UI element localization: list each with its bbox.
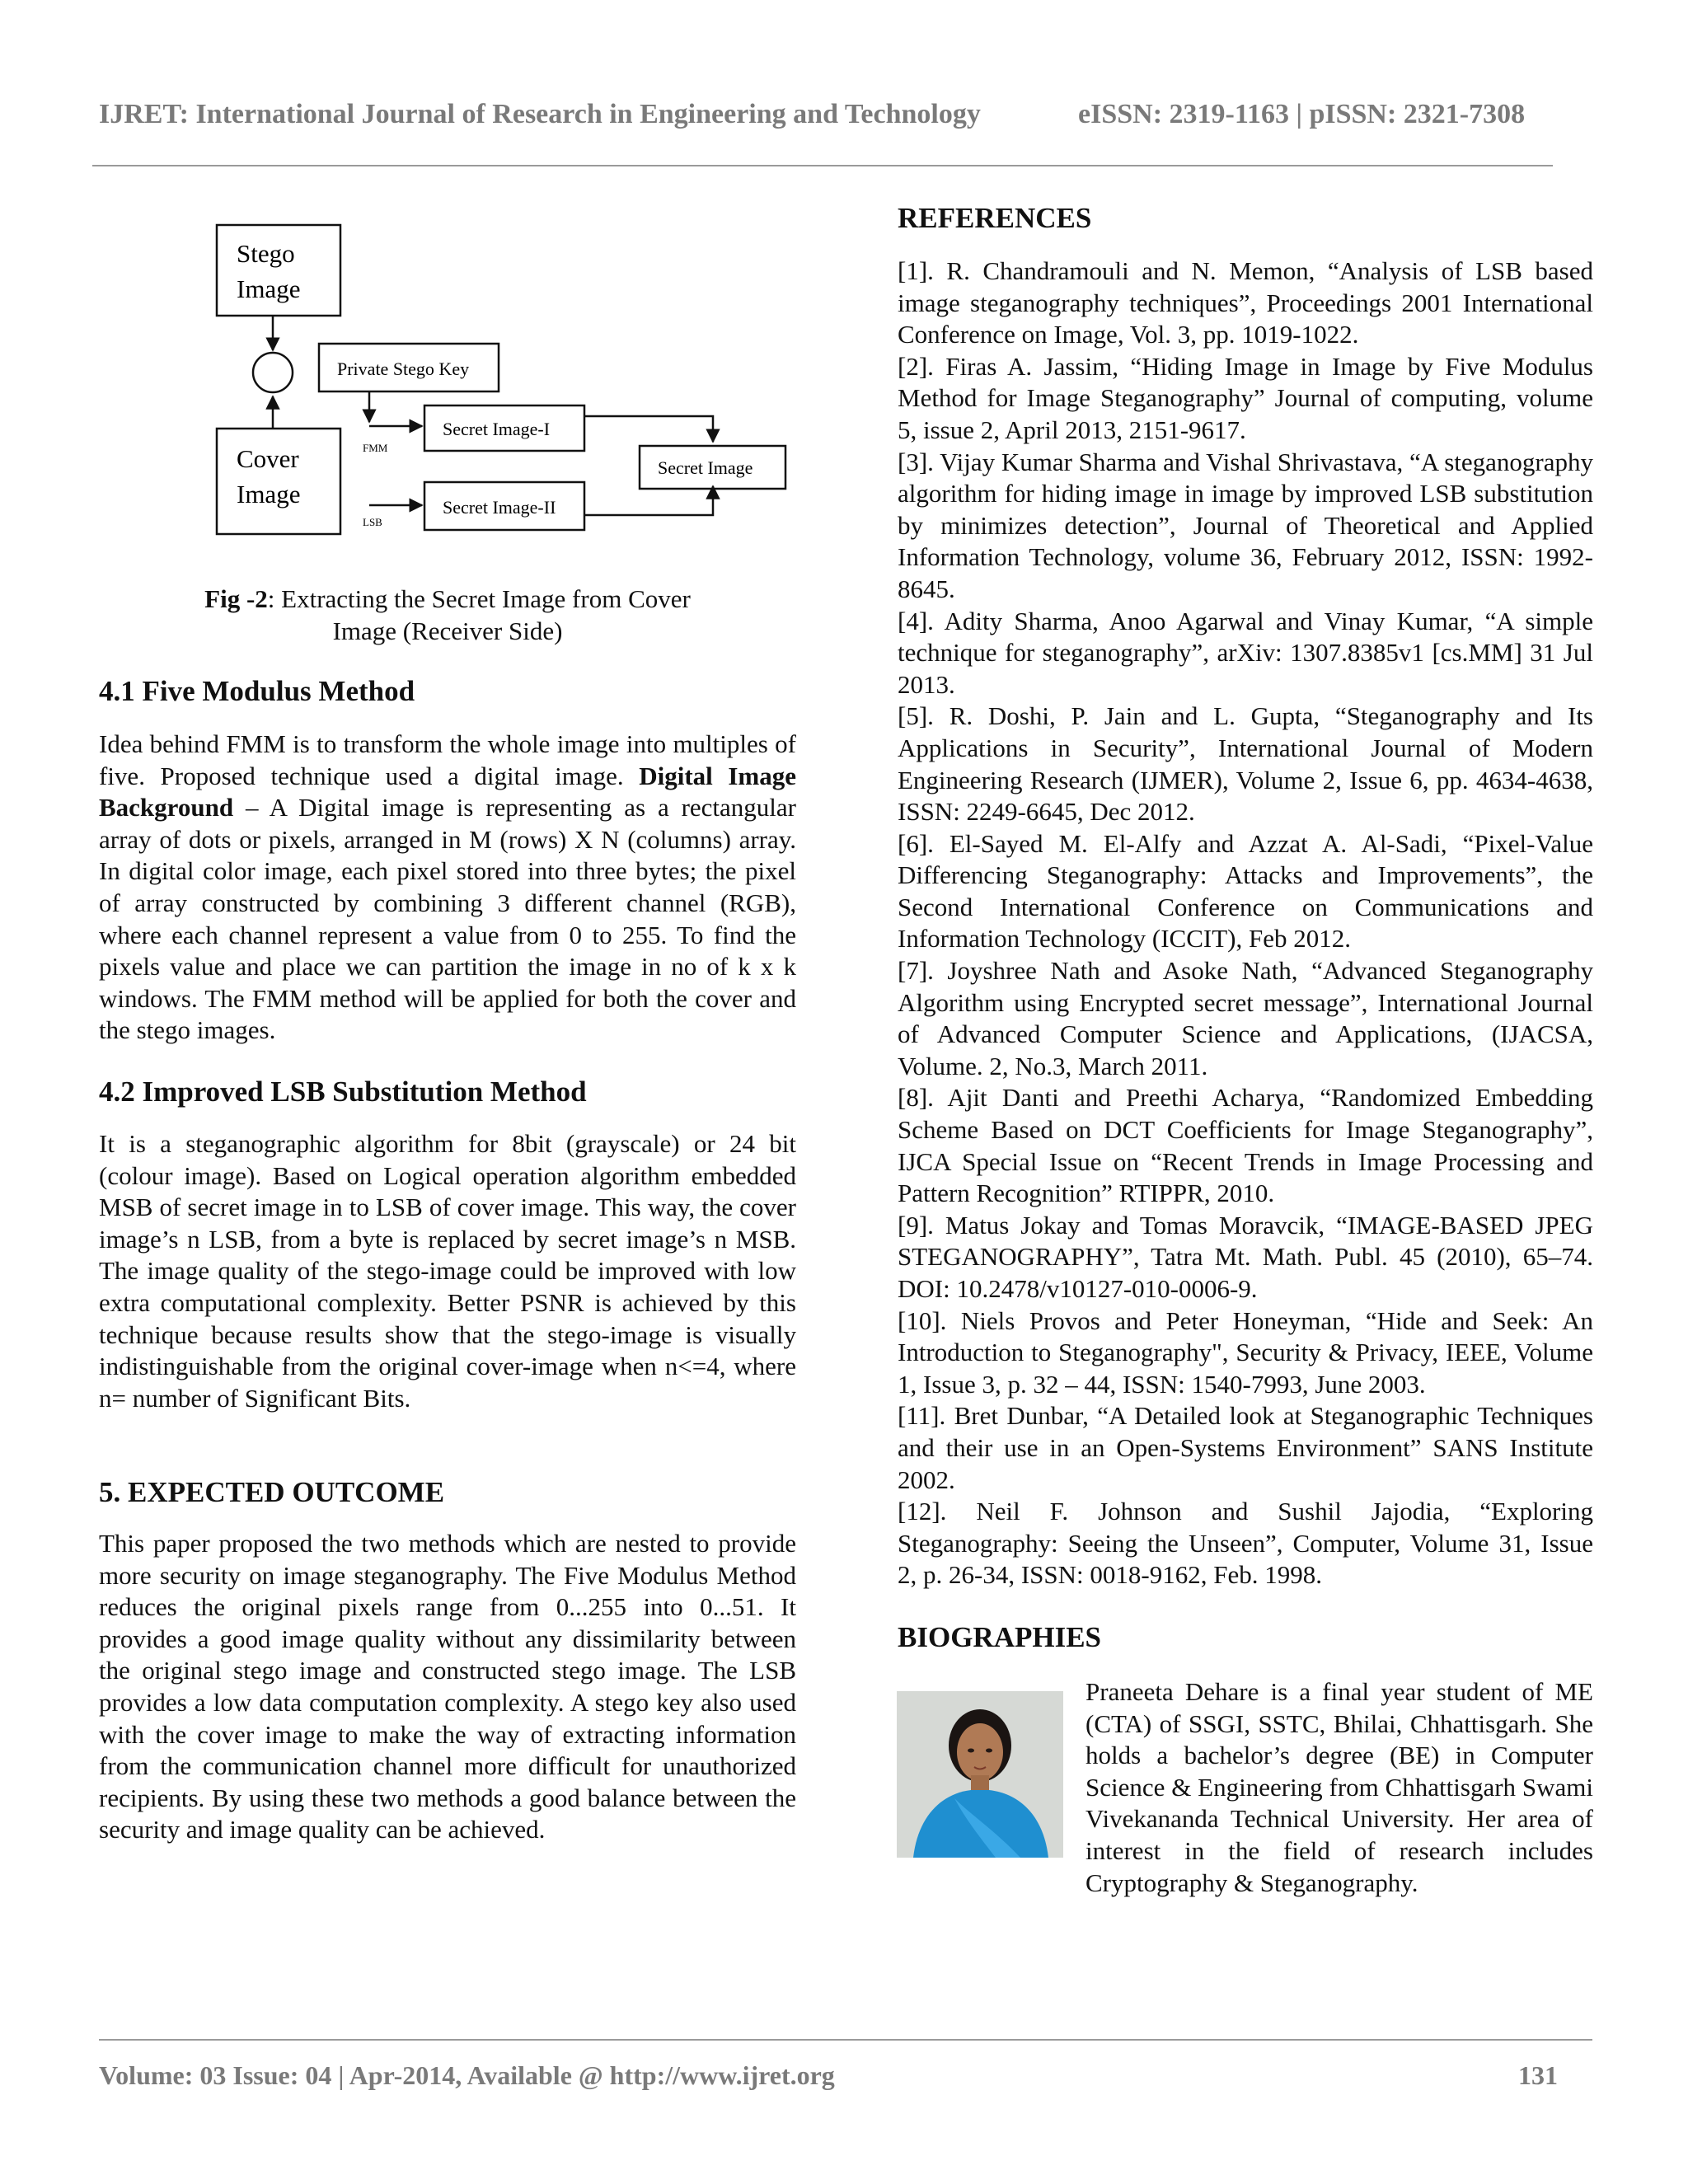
journal-issn: eISSN: 2319-1163 | pISSN: 2321-7308 — [1078, 99, 1526, 129]
caption-text-2: Image (Receiver Side) — [332, 616, 563, 645]
reference-item: [8]. Ajit Danti and Preethi Acharya, “Randomized Embedding Scheme Based on DCT Coefficients for Image Steganography”, IJCA Special Issue on “Recent Trends in Image Processing and Pattern Recognition” RTIPPR, 2010. — [898, 1083, 1593, 1208]
footer-divider — [99, 2039, 1592, 2041]
figure-caption — [99, 583, 796, 647]
reference-item: [10]. Niels Provos and Peter Honeyman, “Hide and Seek: An Introduction to Steganography", Security & Privacy, IEEE, Volume 1, Issue 3, p. 32 – 44, ISSN: 1540-7993, June 2003. — [898, 1305, 1593, 1399]
section-title-fmm: 4.1 Five Modulus Method — [99, 675, 415, 707]
reference-item: [7]. Joyshree Nath and Asoke Nath, “Advanced Steganography Algorithm using Encrypted secret message”, International Journal of Advanced Computer Science and Applications, (IJACSA, Volume. 2, No.3, March 2011. — [898, 956, 1593, 1080]
page-number: 131 — [1518, 2060, 1558, 2090]
outcome-body — [99, 1528, 796, 1846]
secret-image-2-label: Secret Image-II — [443, 497, 556, 518]
reference-item: [4]. Adity Sharma, Anoo Agarwal and Vinay Kumar, “A simple technique for steganography”, arXiv: 1307.8385v1 [cs.MM] 31 Jul 2013. — [898, 606, 1593, 699]
reference-item: [3]. Vijay Kumar Sharma and Vishal Shrivastava, “A steganography algorithm for hiding image in image by improved LSB substitution by minimizes detection”, Journal of Theoretical and Applied Information Technology, volume 36, February 2012, ISSN: 1992-8645. — [898, 447, 1593, 603]
stego-image-label-1: Stego — [237, 239, 295, 268]
biography-paragraph: Praneeta Dehare is a final year student of ME (CTA) of SSGI, SSTC, Bhilai, Chhattisgarh. She holds a bachelor’s degree (BE) in Computer Science & Engineering from Chhattisgarh Swami Vivekananda Technical University. Her area of interest in the field of research includes Cryptography & Steganography. — [1085, 1677, 1593, 1897]
reference-item: [2]. Firas A. Jassim, “Hiding Image in Image by Five Modulus Method for Image Steganography” Journal of computing, volume 5, issue 2, April 2013, 2151-9617. — [898, 351, 1593, 444]
secret-image-1-label: Secret Image-I — [443, 419, 551, 439]
reference-item: [5]. R. Doshi, P. Jain and L. Gupta, “Steganography and Its Applications in Security”, International Journal of Modern Engineering Research (IJMER), Volume 2, Issue 6, pp. 4634-4638, ISSN: 2249-6645, Dec 2012. — [898, 701, 1593, 827]
caption-label: Fig -2 — [204, 584, 268, 613]
running-footer — [99, 2060, 1558, 2091]
stego-image-label-2: Image — [237, 274, 301, 303]
private-key-label: Private Stego Key — [337, 359, 470, 379]
header-divider — [92, 165, 1553, 166]
lsb-paragraph: It is a steganographic algorithm for 8bit (grayscale) or 24 bit (colour image). Based on Logical operation algorithm embedded MSB of secret image in to LSB of cover image. This way, the cover image’s n LSB, from a byte is replaced by secret image’s n MSB. The image quality of the stego-image could be improved with low extra computational complexity. Better PSNR is achieved by this technique because results show that the stego-image is visually indistinguishable from the original cover-image when n<=4, where n= number of Significant Bits. — [99, 1129, 796, 1413]
reference-item: [12]. Neil F. Johnson and Sushil Jajodia, “Exploring Steganography: Seeing the Unseen”, Computer, Volume 31, Issue 2, p. 26-34, ISSN: 0018-9162, Feb. 1998. — [898, 1497, 1593, 1590]
reference-item: [1]. R. Chandramouli and N. Memon, “Analysis of LSB based image steganography techniques”, Proceedings 2001 International Conference on Image, Vol. 3, pp. 1019-1022. — [898, 256, 1593, 349]
section-title-references: REFERENCES — [898, 202, 1092, 234]
figure-2-diagram — [165, 190, 824, 552]
section-title-biographies: BIOGRAPHIES — [898, 1621, 1101, 1653]
caption-text: : Extracting the Secret Image from Cover — [267, 584, 691, 613]
reference-item: [6]. El-Sayed M. El-Alfy and Azzat A. Al-Sadi, “Pixel-Value Differencing Steganography: Attacks and Improvements”, the Second International Conference on Communications and Information Technology (ICCIT), Feb 2012. — [898, 828, 1593, 954]
section-title-lsb: 4.2 Improved LSB Substitution Method — [99, 1076, 587, 1108]
fmm-paragraph-1: Idea behind FMM is to transform the whole image into multiples of five. Proposed technique used a digital image. — [99, 729, 796, 790]
fmm-bold-term: Digital Image Background — [99, 761, 797, 823]
fmm-label: FMM — [363, 442, 388, 454]
lsb-label: LSB — [363, 516, 382, 528]
biography-text — [898, 1676, 1593, 1899]
cover-image-label-1: Cover — [237, 444, 299, 473]
fmm-body — [99, 729, 796, 1047]
lsb-body — [99, 1128, 796, 1414]
footer-volume: Volume: 03 Issue: 04 | Apr-2014, Available @ http://www.ijret.org — [99, 2060, 835, 2090]
reference-item: [11]. Bret Dunbar, “A Detailed look at Steganographic Techniques and their use in an Open-Systems Environment” SANS Institute 2002. — [898, 1401, 1593, 1494]
secret-image-label: Secret Image — [658, 457, 753, 478]
operation-circle — [253, 353, 293, 392]
section-title-outcome: 5. EXPECTED OUTCOME — [99, 1476, 445, 1508]
fmm-paragraph-2: – A Digital image is representing as a rectangular array of dots or pixels, arranged in M (rows) X N (columns) array. In digital color image, each pixel stored into three bytes; the pixel of array constructed by combining 3 different channel (RGB), where each channel represent a value from 0 to 255. To find the pixels value and place we can partition the image in no of k x k windows. The FMM method will be applied for both the cover and the stego images. — [99, 793, 796, 1045]
cover-image-label-2: Image — [237, 480, 301, 509]
reference-item: [9]. Matus Jokay and Tomas Moravcik, “IMAGE-BASED JPEG STEGANOGRAPHY”, Tatra Mt. Math. Publ. 45 (2010), 65–74. DOI: 10.2478/v10127-010-0006-9. — [898, 1210, 1593, 1303]
reference-list — [898, 255, 1593, 1591]
journal-title: IJRET: International Journal of Research in Engineering and Technology — [99, 99, 981, 129]
outcome-paragraph: This paper proposed the two methods which are nested to provide more security on image steganography. The Five Modulus Method reduces the original pixels range from 0...255 into 0...51. It provides a good image quality without any dissimilarity between the original stego image and constructed stego image. The LSB provides a low data computation complexity. A stego key also used with the cover image to make the way of extracting information from the communication channel more difficult for unauthorized recipients. By using these two methods a good balance between the security and image quality can be achieved. — [99, 1529, 796, 1844]
